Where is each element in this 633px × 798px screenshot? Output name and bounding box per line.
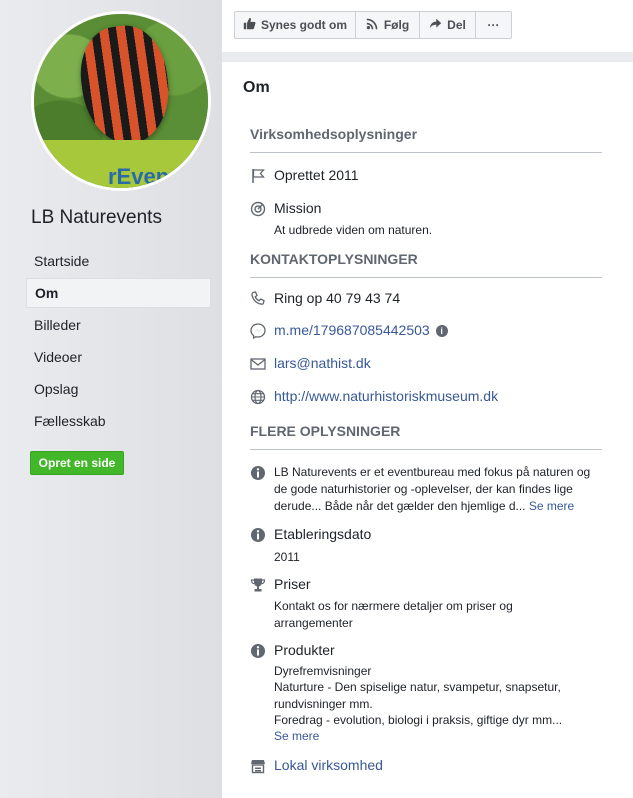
business-info-heading: Virksomhedsoplysninger <box>250 126 602 153</box>
sidebar <box>0 0 222 798</box>
products-line: rundvisninger mm. <box>274 696 373 711</box>
nav-item-om[interactable]: Om <box>26 278 211 308</box>
avatar-banner-text: rEven <box>108 164 170 189</box>
like-button-label: Synes godt om <box>260 18 347 32</box>
profile-picture[interactable] <box>31 11 211 191</box>
share-button-label: Del <box>447 18 466 32</box>
page-nav <box>26 246 211 438</box>
products-see-more-link[interactable]: Se mere <box>274 729 320 744</box>
share-button[interactable] <box>419 11 476 39</box>
see-more-link[interactable]: Se mere <box>528 499 575 513</box>
globe-icon <box>250 389 266 405</box>
more-icon: ··· <box>487 18 500 32</box>
mission-label: Mission <box>274 200 322 216</box>
nav-item-faellesskab[interactable]: Fællesskab <box>34 413 106 429</box>
info-icon <box>250 527 266 543</box>
description-line-last <box>274 498 614 515</box>
envelope-icon <box>250 356 266 372</box>
mission-icon <box>250 201 266 217</box>
follow-button[interactable] <box>355 11 420 39</box>
messenger-row-text <box>274 322 448 338</box>
products-line: Dyrefremvisninger <box>274 664 372 678</box>
prices-label: Priser <box>274 576 311 592</box>
rss-icon <box>366 17 379 33</box>
page-action-bar <box>222 0 633 52</box>
description-text <box>274 464 614 515</box>
messenger-link[interactable]: m.me/179687085442503 <box>274 322 430 338</box>
description-line: derude... Både når det gælder den hjemlige d... <box>274 499 526 513</box>
founded-text: Oprettet 2011 <box>274 167 359 183</box>
prices-line: Kontakt os for nærmere detaljer om priser og <box>274 599 513 613</box>
nav-item-startside[interactable]: Startside <box>34 253 90 269</box>
flag-icon <box>250 168 266 184</box>
prices-line: arrangementer <box>274 616 353 630</box>
more-button[interactable] <box>475 11 512 39</box>
founding-date-label: Etableringsdato <box>274 526 372 542</box>
email-link[interactable]: lars@nathist.dk <box>274 355 371 371</box>
phone-link[interactable]: Ring op 40 79 43 74 <box>274 290 401 306</box>
share-arrow-icon <box>429 17 442 33</box>
mission-text: At udbrede viden om naturen. <box>274 223 433 237</box>
nav-item-opslag[interactable]: Opslag <box>34 381 79 397</box>
products-text <box>274 663 614 744</box>
more-info-heading: FLERE OPLYSNINGER <box>250 423 602 450</box>
phone-icon <box>250 291 266 307</box>
messenger-icon <box>250 323 266 339</box>
founding-date-value: 2011 <box>274 550 300 564</box>
info-icon <box>250 643 266 659</box>
contact-heading: KONTAKTOPLYSNINGER <box>250 251 602 278</box>
description-line: LB Naturevents er et eventbureau med fokus på naturen og <box>274 465 591 479</box>
like-button[interactable] <box>234 11 356 39</box>
nav-item-billeder[interactable]: Billeder <box>34 317 81 333</box>
info-icon <box>250 465 266 481</box>
description-line: de gode naturhistorier og -oplevelser, der kan findes lige <box>274 482 573 496</box>
follow-button-label: Følg <box>383 18 410 32</box>
page-name[interactable]: LB Naturevents <box>31 207 162 228</box>
products-line: Naturture - Den spiselige natur, svampetur, snapsetur, <box>274 680 561 695</box>
website-link[interactable]: http://www.naturhistoriskmuseum.dk <box>274 388 499 404</box>
store-icon <box>250 758 266 774</box>
trophy-icon <box>250 577 266 593</box>
products-label: Produkter <box>274 642 335 658</box>
thumbs-up-icon <box>243 17 256 33</box>
prices-text <box>274 598 614 632</box>
about-title: Om <box>243 79 270 96</box>
category-link[interactable]: Lokal virksomhed <box>274 757 383 773</box>
nav-item-videoer[interactable]: Videoer <box>34 349 83 365</box>
products-line: Foredrag - evolution, biologi i praksis, giftige dyr mm... <box>274 712 563 727</box>
action-button-group <box>234 11 512 39</box>
create-page-button[interactable]: Opret en side <box>30 451 124 475</box>
info-icon[interactable]: i <box>436 325 448 337</box>
about-panel <box>222 62 633 798</box>
